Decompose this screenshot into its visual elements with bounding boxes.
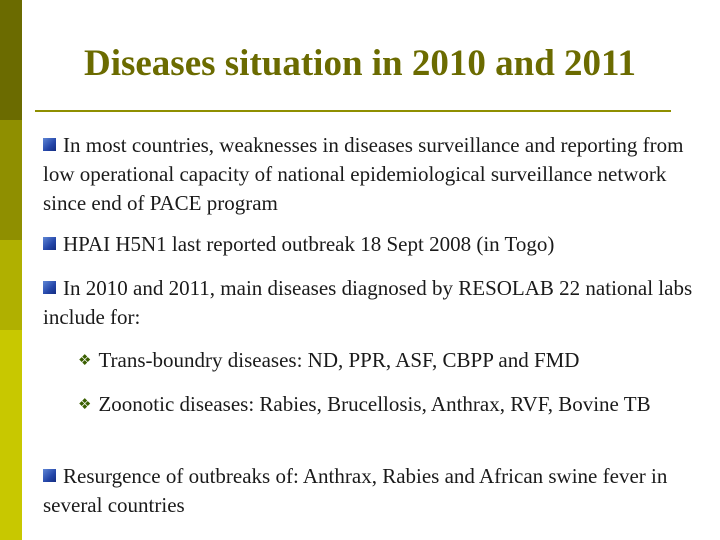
accent-bar-segment: [0, 240, 22, 330]
accent-bar-segment: [0, 0, 22, 120]
bullet-text: Resurgence of outbreaks of: Anthrax, Rabies and African swine fever in several countries: [43, 464, 668, 517]
sub-bullet-text: Zoonotic diseases: Rabies, Brucellosis, Anthrax, RVF, Bovine TB: [98, 392, 651, 416]
blue-square-bullet-icon: [43, 138, 56, 151]
bullet-text: In most countries, weaknesses in diseases surveillance and reporting from low operational capacity of national epidemiological surveillance network since end of PACE program: [43, 133, 684, 215]
bullet-item: [43, 131, 693, 218]
bullet-item: [43, 230, 693, 259]
slide-title: Diseases situation in 2010 and 2011: [83, 43, 637, 84]
title-divider: [35, 110, 671, 112]
blue-square-bullet-icon: [43, 281, 56, 294]
bullet-item: [43, 274, 693, 332]
bullet-item: [43, 462, 693, 520]
sub-bullet-item: [78, 390, 698, 419]
diamond-bullet-icon: ❖: [78, 351, 92, 369]
accent-bar-segment: [0, 120, 22, 240]
bullet-text: HPAI H5N1 last reported outbreak 18 Sept 2008 (in Togo): [63, 232, 555, 256]
diamond-bullet-icon: ❖: [78, 395, 92, 413]
accent-bar-segment: [0, 330, 22, 540]
sub-bullet-text: Trans-boundry diseases: ND, PPR, ASF, CBPP and FMD: [98, 348, 580, 372]
sub-bullet-item: [78, 346, 698, 375]
bullet-text: In 2010 and 2011, main diseases diagnosed by RESOLAB 22 national labs include for:: [43, 276, 693, 329]
blue-square-bullet-icon: [43, 469, 56, 482]
blue-square-bullet-icon: [43, 237, 56, 250]
